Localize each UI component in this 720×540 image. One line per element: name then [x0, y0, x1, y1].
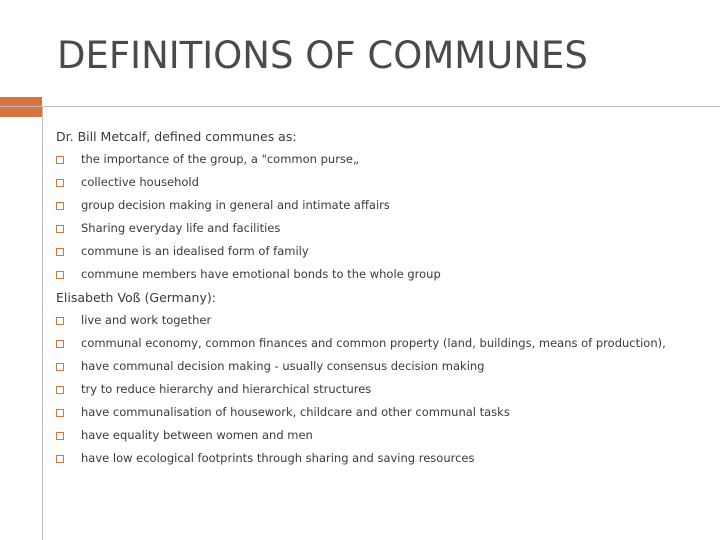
list-item-text: have low ecological footprints through sharing and saving resources [81, 451, 475, 465]
list-item [56, 194, 706, 217]
square-bullet-icon [56, 386, 64, 394]
list-item-text: commune members have emotional bonds to the whole group [81, 267, 441, 281]
list-item [56, 401, 706, 424]
square-bullet-icon [56, 156, 64, 164]
square-bullet-icon [56, 202, 64, 210]
list-item [56, 309, 706, 332]
list-item [56, 332, 706, 355]
list-item [56, 263, 706, 286]
square-bullet-icon [56, 363, 64, 371]
square-bullet-icon [56, 409, 64, 417]
section-heading: Dr. Bill Metcalf, defined communes as: [56, 129, 297, 144]
list-item [56, 447, 706, 470]
slide-body [56, 125, 706, 470]
list-item [56, 378, 706, 401]
list-item-text: Sharing everyday life and facilities [81, 221, 281, 235]
list-item-text: commune is an idealised form of family [81, 244, 309, 258]
list-item-text: live and work together [81, 313, 212, 327]
list-item [56, 171, 706, 194]
list-item [56, 148, 706, 171]
square-bullet-icon [56, 248, 64, 256]
list-item [56, 217, 706, 240]
square-bullet-icon [56, 340, 64, 348]
list-item-text: have communalisation of housework, childcare and other communal tasks [81, 405, 510, 419]
square-bullet-icon [56, 225, 64, 233]
list-item-text: have communal decision making - usually consensus decision making [81, 359, 485, 373]
title-divider [0, 106, 720, 107]
section-voss [56, 286, 706, 470]
list-item [56, 240, 706, 263]
bullet-list [56, 309, 706, 470]
list-item-text: communal economy, common finances and common property (land, buildings, means of production), [81, 336, 666, 350]
square-bullet-icon [56, 271, 64, 279]
title-accent-bar [0, 97, 42, 117]
list-item [56, 424, 706, 447]
square-bullet-icon [56, 179, 64, 187]
side-divider [42, 106, 43, 540]
list-item-text: the importance of the group, a "common purse„ [81, 152, 359, 166]
list-item-text: group decision making in general and intimate affairs [81, 198, 390, 212]
bullet-list [56, 148, 706, 286]
slide-title: DEFINITIONS OF COMMUNES [57, 34, 588, 77]
list-item [56, 355, 706, 378]
list-item-text: have equality between women and men [81, 428, 313, 442]
square-bullet-icon [56, 432, 64, 440]
section-metcalf [56, 125, 706, 286]
list-item-text: try to reduce hierarchy and hierarchical structures [81, 382, 372, 396]
list-item-text: collective household [81, 175, 199, 189]
square-bullet-icon [56, 317, 64, 325]
square-bullet-icon [56, 455, 64, 463]
section-heading: Elisabeth Voß (Germany): [56, 290, 216, 305]
